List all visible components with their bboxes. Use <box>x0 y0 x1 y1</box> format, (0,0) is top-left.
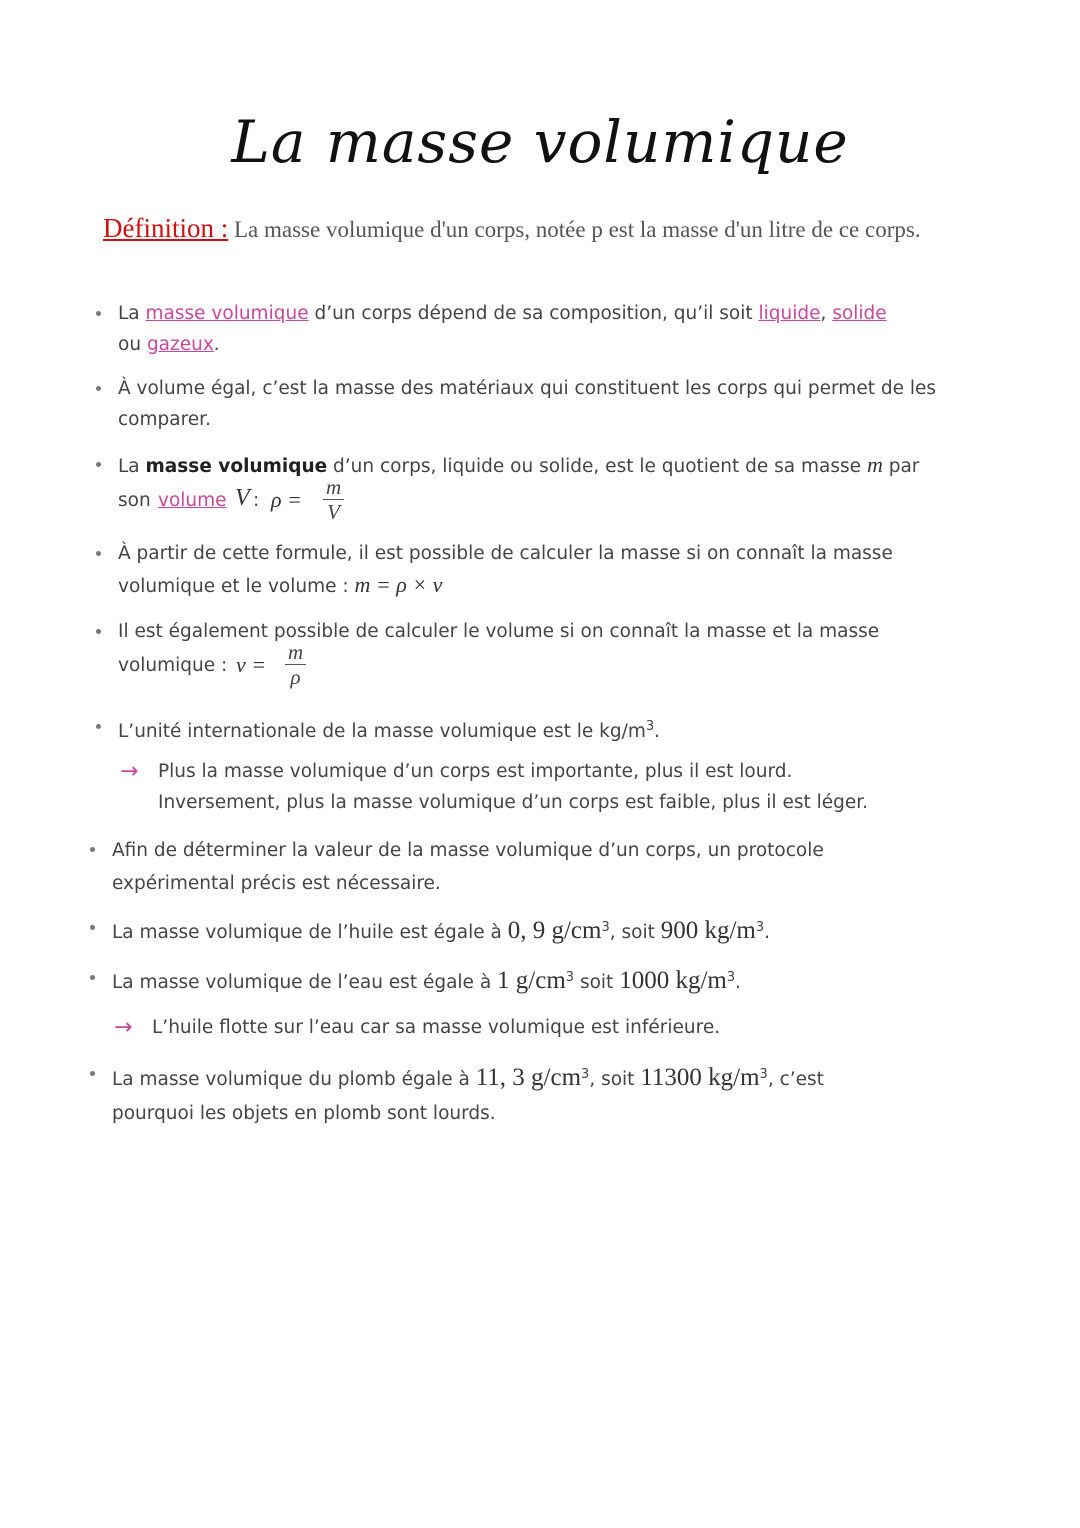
note-oil-floats: → L’huile flotte sur l’eau car sa masse volumique est inférieure. <box>152 1012 932 1043</box>
bullet-lead: La masse volumique du plomb égale à 11, 3 $g/cm^3$, soit 11300 $kg/m^3$, c’est pourquoi les objets en plomb sont lourds. <box>112 1058 932 1131</box>
arrow-right-icon: → <box>120 759 139 784</box>
bullet-protocol: Afin de déterminer la valeur de la masse volumique d’un corps, un protocole expérimental précis est nécessaire. <box>112 834 932 900</box>
bullet-volume-formula: Il est également possible de calculer le volume si on connaît la masse et la masse <box>118 616 938 647</box>
link-solide[interactable]: solide <box>832 303 887 324</box>
bullet-oil: La masse volumique de l’huile est égale à 0, 9 $g/cm^3$, soit 900 $kg/m^3$. <box>112 912 932 948</box>
link-masse-volumique[interactable]: masse volumique <box>145 303 309 324</box>
definition-text: La masse volumique d'un corps, notée p est la masse d'un litre de ce corps. <box>228 217 921 242</box>
bullet-dot <box>96 311 101 316</box>
arrow-right-icon: → <box>114 1015 133 1040</box>
page-title: La masse volumique <box>231 108 849 176</box>
bullet-dot <box>90 847 95 852</box>
bullet-dot <box>96 386 101 391</box>
formula-density: son volume V : ρ = $\frac{m}{V}$ <box>118 475 938 535</box>
definition-label: Définition : <box>103 213 229 243</box>
bullet-quotient: La masse volumique d’un corps, liquide ou solide, est le quotient de sa masse m par <box>118 449 938 482</box>
link-liquide[interactable]: liquide <box>758 303 821 324</box>
bullet-dot <box>96 724 101 729</box>
bullet-dot <box>96 629 101 634</box>
note-heaviness: → Plus la masse volumique d’un corps est importante, plus il est lourd. Inversement, plus la masse volumique d’un corps est faible, plus il est léger. <box>158 756 938 818</box>
definition <box>103 212 953 246</box>
bullet-water: La masse volumique de l’eau est égale à 1 $g/cm^3$ soit 1000 $kg/m^3$. <box>112 962 932 998</box>
bullet-comparison: À volume égal, c’est la masse des matériaux qui constituent les corps qui permet de les comparer. <box>118 373 938 435</box>
bullet-dot <box>90 1071 95 1076</box>
formula-mass: m = ρ × v <box>354 572 443 597</box>
bullet-dot <box>90 925 95 930</box>
formula-volume: volumique : v = $\frac{m}{\rho}$ <box>118 640 518 700</box>
link-gazeux[interactable]: gazeux <box>146 334 214 355</box>
bullet-dot <box>90 975 95 980</box>
bullet-dot <box>96 551 101 556</box>
bullet-composition: La masse volumique d’un corps dépend de sa composition, qu’il soit liquide, solide ou gazeux. <box>118 298 938 360</box>
bullet-dot <box>96 462 101 467</box>
fraction-m-over-v: $\frac{m}{V}$ <box>323 475 344 524</box>
bullet-unit: L’unité internationale de la masse volumique est le $kg/m^3$. <box>118 711 938 747</box>
bullet-mass-formula: À partir de cette formule, il est possible de calculer la masse si on connaît la masse volumique et le volume : m = ρ × v <box>118 538 938 602</box>
link-volume[interactable]: volume <box>158 490 227 511</box>
fraction-m-over-rho: $\frac{m}{\rho}$ <box>285 640 306 689</box>
